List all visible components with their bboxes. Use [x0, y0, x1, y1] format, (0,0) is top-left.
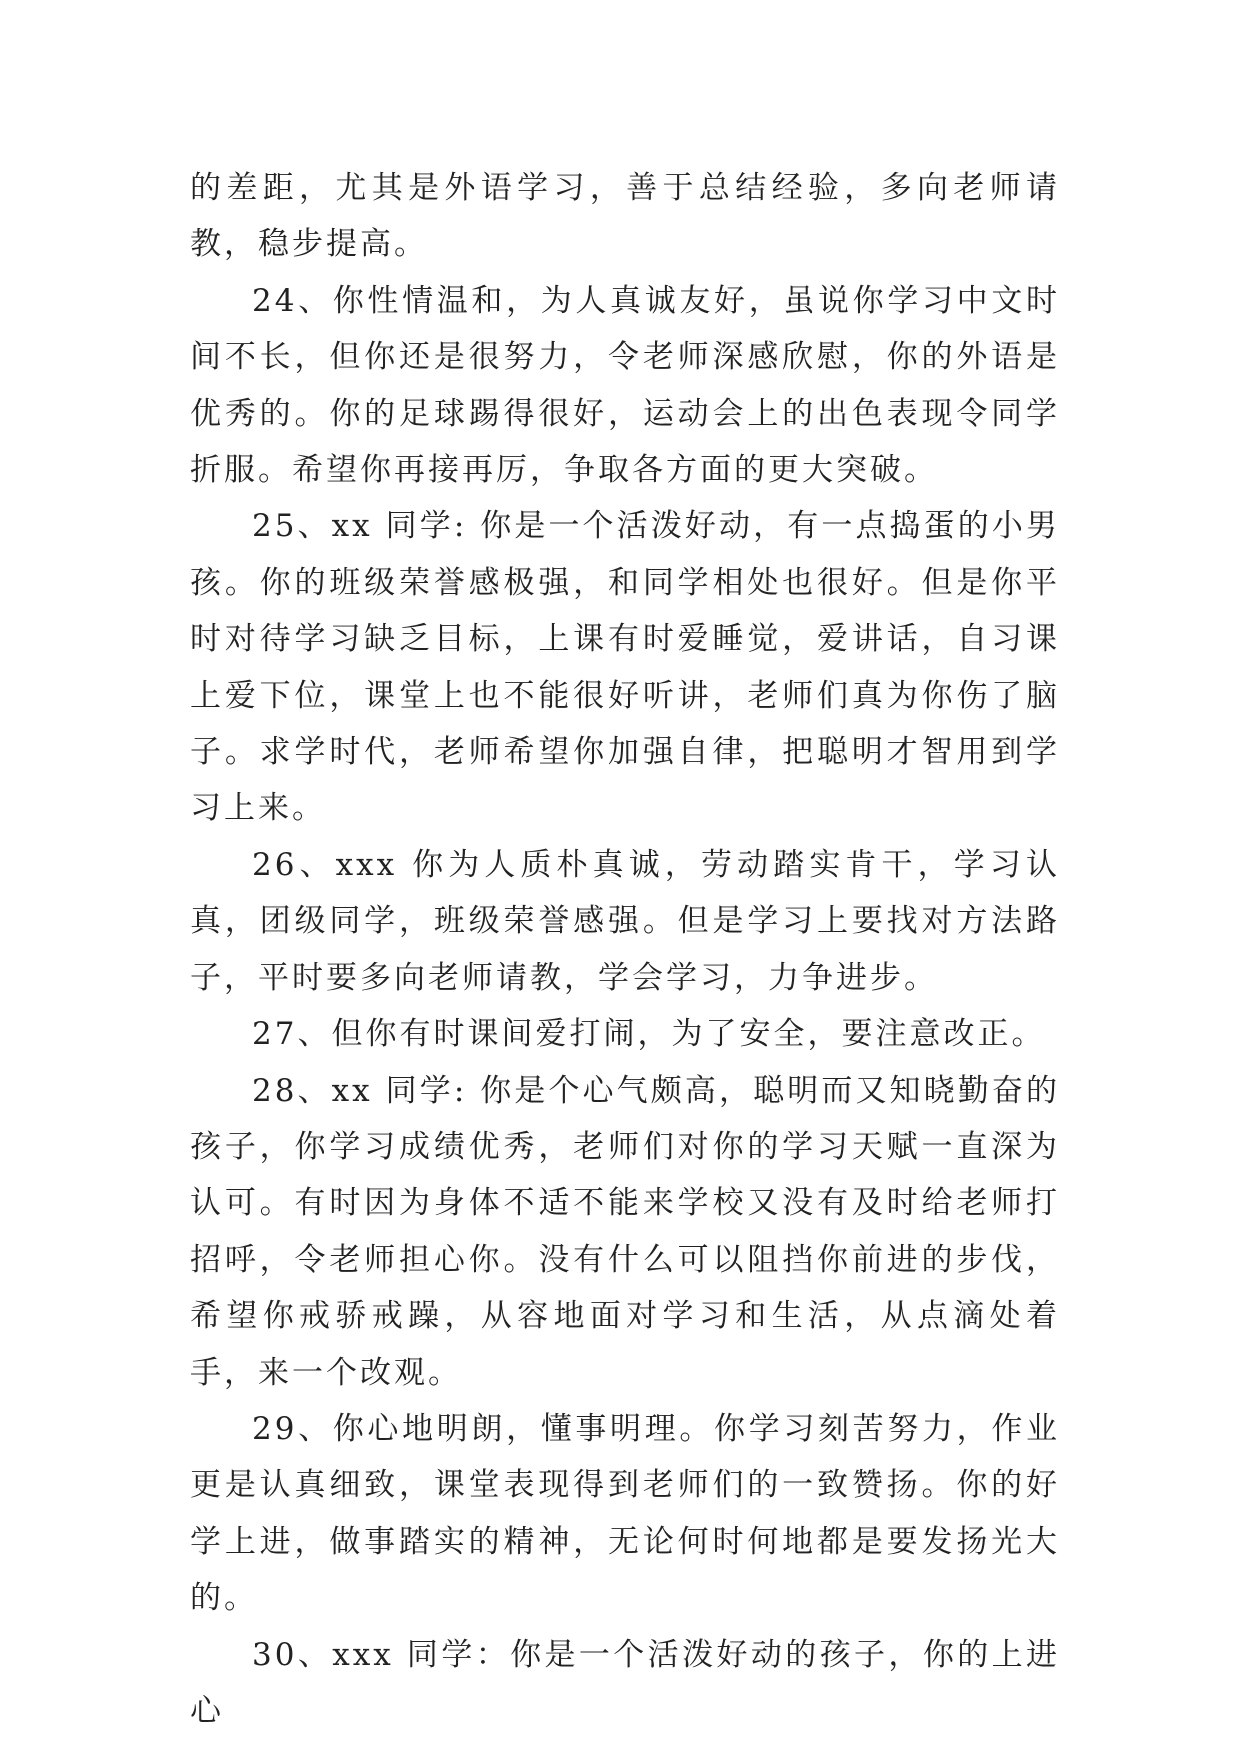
document-body — [190, 160, 1060, 1739]
paragraph-25: 25、xx 同学: 你是一个活泼好动，有一点捣蛋的小男孩。你的班级荣誉感极强，和同学相处也很好。但是你平时对待学习缺乏目标，上课有时爱睡觉，爱讲话，自习课上爱下位，课堂上也不能很好听讲，老师们真为你伤了脑子。求学时代，老师希望你加强自律，把聪明才智用到学习上来。 — [190, 508, 1060, 827]
paragraph-30: 30、xxx 同学：你是一个活泼好动的孩子，你的上进心 — [190, 1636, 1060, 1729]
paragraph-continuation: 的差距，尤其是外语学习，善于总结经验，多向老师请教，稳步提高。 — [190, 170, 1060, 263]
paragraph-26: 26、xxx 你为人质朴真诚，劳动踏实肯干，学习认真，团级同学，班级荣誉感强。但是学习上要找对方法路子，平时要多向老师请教，学会学习，力争进步。 — [190, 846, 1060, 996]
paragraph-24: 24、你性情温和，为人真诚友好，虽说你学习中文时间不长，但你还是很努力，令老师深感欣慰，你的外语是优秀的。你的足球踢得很好，运动会上的出色表现令同学折服。希望你再接再厉，争取各方面的更大突破。 — [190, 282, 1060, 489]
paragraph-29: 29、你心地明朗，懂事明理。你学习刻苦努力，作业更是认真细致，课堂表现得到老师们的一致赞扬。你的好学上进，做事踏实的精神，无论何时何地都是要发扬光大的。 — [190, 1410, 1060, 1617]
paragraph-28: 28、xx 同学: 你是个心气颇高，聪明而又知晓勤奋的孩子，你学习成绩优秀，老师们对你的学习天赋一直深为认可。有时因为身体不适不能来学校又没有及时给老师打招呼，令老师担心你。没有什么可以阻挡你前进的步伐，希望你戒骄戒躁，从容地面对学习和生活，从点滴处着手，来一个改观。 — [190, 1072, 1060, 1391]
paragraph-27: 27、但你有时课间爱打闹，为了安全，要注意改正。 — [252, 1016, 1046, 1053]
